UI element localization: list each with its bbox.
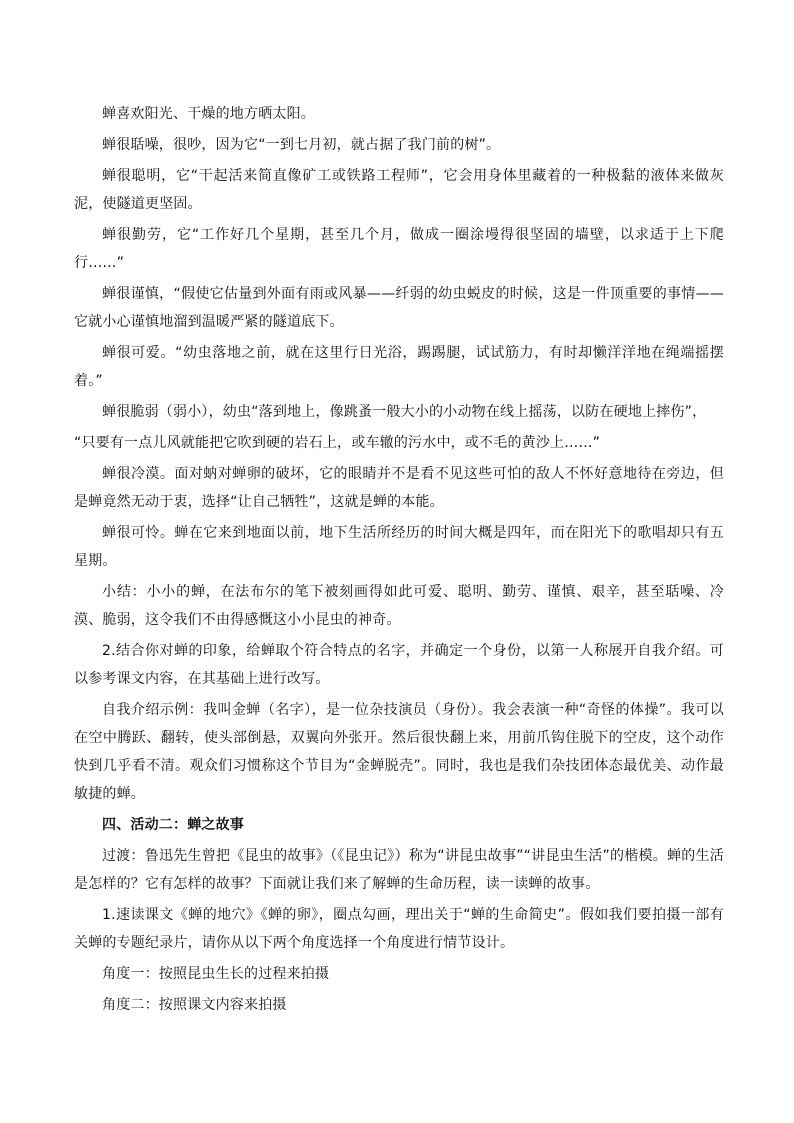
paragraph: 蝉很可爱。“幼虫落地之前，就在这里行日光浴，踢踢腿，试试筋力，有时却懒洋洋地在绳端摇摆着。” [74, 345, 724, 389]
section-heading: 四、活动二：蝉之故事 [102, 817, 244, 833]
paragraph: 蝉很聪明，它“干起活来简直像矿工或铁路工程师”，它会用身体里藏着的一种极黏的液体来做灰泥，使隧道更坚固。 [74, 168, 724, 212]
angle-item: 角度一：按照昆虫生长的过程来拍摄 [102, 966, 330, 982]
paragraph: 蝉很聒噪，很吵，因为它“一到七月初，就占据了我门前的树”。 [102, 137, 501, 153]
paragraph: 蝉很勤劳，它“工作好几个星期，甚至几个月，做成一圈涂墁得很坚固的墙壁，以求适于上下爬行……” [74, 227, 724, 271]
transition-paragraph: 过渡：鲁迅先生曾把《昆虫的故事》（《昆虫记》）称为“讲昆虫故事”“讲昆虫生活”的楷模。蝉的生活是怎样的？它有怎样的故事？下面就让我们来了解蝉的生命历程，读一读蝉的故事。 [74, 848, 724, 892]
document-body [74, 100, 724, 1022]
task-paragraph: 1.速读课文《蝉的地穴》《蝉的卵》，圈点勾画，理出关于“蝉的生命简史”。假如我们要拍摄一部有关蝉的专题纪录片，请你从以下两个角度选择一个角度进行情节设计。 [74, 907, 724, 951]
paragraph: 蝉很谨慎，“假使它估量到外面有雨或风暴——纤弱的幼虫蜕皮的时候，这是一件顶重要的事情——它就小心谨慎地溜到温暖严紧的隧道底下。 [74, 286, 724, 330]
quote-paragraph: “只要有一点儿风就能把它吹到硬的岩石上，或车辙的污水中，或不毛的黄沙上……” [74, 435, 601, 451]
summary-paragraph: 小结：小小的蝉，在法布尔的笔下被刻画得如此可爱、聪明、勤劳、谨慎、艰辛，甚至聒噪、冷漠、脆弱，这令我们不由得感慨这小小昆虫的神奇。 [74, 584, 724, 628]
paragraph: 蝉很可怜。蝉在它来到地面以前，地下生活所经历的时间大概是四年，而在阳光下的歌唱却只有五星期。 [74, 525, 724, 569]
example-paragraph: 自我介绍示例：我叫金蝉（名字），是一位杂技演员（身份）。我会表演一种“奇怪的体操”。我可以在空中腾跃、翻转，使头部倒悬，双翼向外张开。然后很快翻上来，用前爪钩住脱下的空皮，这个动作快到几乎看不清。观众们习惯称这个节目为“金蝉脱壳”。同时，我也是我们杂技团体态最优美、动作最敏捷的蝉。 [74, 702, 724, 802]
paragraph: 蝉很脆弱（弱小），幼虫“落到地上，像跳蚤一般大小的小动物在线上摇荡，以防在硬地上摔伤”， [102, 404, 707, 420]
paragraph: 蝉很冷漠。面对蚋对蝉卵的破坏，它的眼睛并不是看不见这些可怕的敌人不怀好意地待在旁边，但是蝉竟然无动于衷，选择“让自己牺牲”，这就是蝉的本能。 [74, 466, 724, 510]
paragraph: 蝉喜欢阳光、干燥的地方晒太阳。 [102, 106, 315, 122]
task-paragraph: 2.结合你对蝉的印象，给蝉取个符合特点的名字，并确定一个身份，以第一人称展开自我介绍。可以参考课文内容，在其基础上进行改写。 [74, 643, 724, 687]
angle-item: 角度二：按照课文内容来拍摄 [102, 997, 287, 1013]
